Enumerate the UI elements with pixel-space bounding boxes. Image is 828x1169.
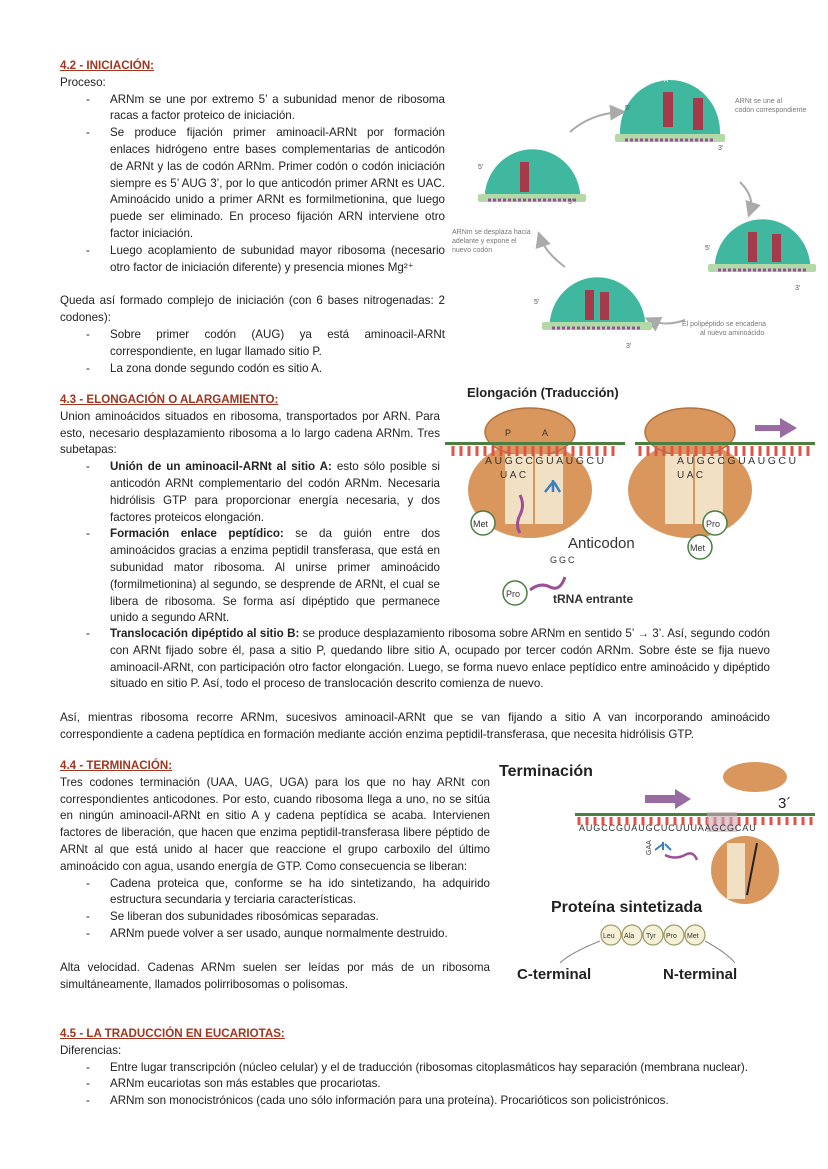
amino-acid-label: Met xyxy=(687,933,699,940)
list-item: - ARNm son monocistrónicos (cada uno sólo información para una proteína). Procarióticos son policistrónicos. xyxy=(60,1093,780,1110)
three-prime-label: 3’ xyxy=(626,343,632,350)
section-4-4 xyxy=(60,758,490,993)
list-item: - La zona donde segundo codón es sitio A. xyxy=(60,361,445,378)
label-mrna-moves: ARNm se desplaza hacia adelante y expone el nuevo codón xyxy=(452,229,531,254)
termination-figure xyxy=(495,755,825,990)
section-4-3 xyxy=(60,392,440,627)
ribosome-left xyxy=(478,149,586,206)
amino-acid-label: Tyr xyxy=(646,933,656,940)
ribosome-bottom xyxy=(534,277,652,350)
elongation-figure xyxy=(445,380,825,610)
bullet-list xyxy=(60,327,445,377)
trna xyxy=(530,577,565,590)
cycle-arrow xyxy=(540,237,565,267)
section-4-3-continued xyxy=(60,626,770,744)
label-polypeptide: El polipéptido se encadena al nuevo aminoácido xyxy=(682,321,767,337)
trna xyxy=(655,842,671,850)
trna xyxy=(665,853,697,860)
list-item xyxy=(60,459,440,526)
direction-arrow xyxy=(645,789,691,809)
anticodon-text: GAA xyxy=(646,840,653,855)
section-title: 4.3 - ELONGACIÓN O ALARGAMIENTO: xyxy=(60,393,279,406)
sites-label: E P A xyxy=(653,78,668,84)
paragraph: Alta velocidad. Cadenas ARNm suelen ser leídas por más de un ribosoma simultáneamente, llamados polirribosomas o polisomas. xyxy=(60,960,490,991)
section-4-2 xyxy=(60,58,445,377)
cycle-arrow xyxy=(740,182,751,212)
direction-arrow xyxy=(755,418,797,438)
ribosome-large-subunit xyxy=(723,762,787,792)
initiation-cycle-figure xyxy=(450,62,820,362)
section-4-5 xyxy=(60,1026,780,1110)
amino-acid-label: Pro xyxy=(506,589,521,599)
amino-acid-label: Met xyxy=(473,519,489,529)
bullet-list xyxy=(60,1060,780,1110)
anticodon-text: UAC xyxy=(500,470,529,481)
list-item-text: se produce desplazamiento ribosoma sobre ARNm en sentido 5’ → 3’. Así, segundo codón con ARNt fijado sobre él, pasa a sitio P, quedando libre sitio A, ocupado por tercer codón ARNm. Sobre éste se fija nuevo aminoacil-ARNt, con participación otro factor elongación. Luego, se forma nuevo enlace peptídico entre aminoácido y dipéptido situado en sitio P. Así, todo el proceso de translocación descrito comienza de nuevo. xyxy=(110,627,770,691)
n-terminal-connector xyxy=(705,941,735,963)
paragraph: Diferencias: xyxy=(60,1043,122,1057)
section-title: 4.2 - INICIACIÓN: xyxy=(60,59,155,72)
list-item: - Entre lugar transcripción (núcleo celular) y el de traducción (ribosomas citoplasmáticos hay separación (membrana nuclear). xyxy=(60,1060,780,1077)
list-item: - ARNm puede volver a ser usado, aunque normalmente destruido. xyxy=(60,926,490,943)
mrna-sequence: AUGCCGUAUGCU xyxy=(677,455,799,467)
bullet-list xyxy=(60,876,490,943)
list-item-bold: Formación enlace peptídico: xyxy=(110,527,284,541)
anticodon-text: UAC xyxy=(677,470,706,481)
figure-title: Elongación (Traducción) xyxy=(467,385,619,400)
list-item-bold: Translocación dipéptido al sitio B: xyxy=(110,627,300,640)
ribosome-right xyxy=(705,219,816,292)
n-terminal-label: N-terminal xyxy=(663,966,738,983)
paragraph: Proceso: xyxy=(60,75,106,89)
three-prime-label: 3’ xyxy=(568,199,574,206)
cycle-arrow xyxy=(570,112,620,132)
amino-acid-label: Pro xyxy=(706,519,721,529)
amino-acid-label: Met xyxy=(690,543,706,553)
amino-acid-label: Ala xyxy=(624,933,635,940)
list-item: - Se produce fijación primer aminoacil-ARNt por formación enlaces hidrógeno entre bases complementarias de anticodón de ARNt y las de codón ARNm. Primer codón o codón iniciación siempre es 5’ AUG 3’, por lo que anticodón primer ARNt es UAC. Aminoácido unido a primer ARNt es formilmetionina, que luego puede ser eliminado. En proceso fijación ARN interviene otro factor iniciación. xyxy=(60,125,445,243)
section-title: 4.5 - LA TRADUCCIÓN EN EUCARIOTAS: xyxy=(60,1027,285,1040)
five-prime-label: 5’ xyxy=(478,164,484,171)
mrna-strand xyxy=(575,813,815,816)
mrna-sequence: AUGCCGUAUGCUCUUUAAGCGCAU xyxy=(579,823,757,833)
cycle-arrow xyxy=(650,320,685,324)
list-item xyxy=(60,626,770,693)
bullet-list xyxy=(60,459,440,627)
mrna-sequence: AUGCCGUAUGCU xyxy=(485,455,607,467)
list-item: - Sobre primer codón (AUG) ya está aminoacil-ARNt correspondiente, en lugar llamado sitio P. xyxy=(60,327,445,361)
label-trna-binds: ARNt se une al codón correspondiente xyxy=(735,98,807,114)
paragraph: Así, mientras ribosoma recorre ARNm, sucesivos aminoacil-ARNt que se van fijando a sitio A van incorporando aminoácido correspondiente a cadena peptídica en formación mediante acción enzima peptidil-transferasa, que necesita hidrólisis GTP. xyxy=(60,711,770,741)
paragraph: Queda así formado complejo de iniciación (con 6 bases nitrogenadas: 2 codones): xyxy=(60,294,445,325)
list-item: - ARNm eucariotas son más estables que procariotas. xyxy=(60,1076,780,1093)
protein-title: Proteína sintetizada xyxy=(551,899,703,916)
mrna-strand xyxy=(445,442,625,445)
amino-acid-label: Leu xyxy=(603,933,615,940)
three-prime-label: 3’ xyxy=(795,285,801,292)
list-item: - ARNm se une por extremo 5’ a subunidad menor de ribosoma racas a factor proteico de iniciación. xyxy=(60,92,445,126)
list-item: - Luego acoplamiento de subunidad mayor ribosoma (necesario otro factor de iniciación diferente) y presencia miones Mg²⁺ xyxy=(60,243,445,277)
bullet-list xyxy=(60,626,770,693)
list-item xyxy=(60,526,440,627)
paragraph: Tres codones terminación (UAA, UAG, UGA) para los que no hay ARNt con correspondientes anticodones. Por esto, cuando ribosoma llega a uno, no se sitúa en ningún aminoacil-ARNt en sitio A y cadena peptídica se acaba. Intervienen factores de liberación, que hacen que enzima peptidil-transferasa libere péptido de ARNt al que está unido al hacer que reaccione el grupo carboxilo del último aminoácido con agua, usando energía de GTP. Como consecuencia se liberan: xyxy=(60,775,490,873)
three-prime-label: 3’ xyxy=(718,145,724,152)
c-terminal-connector xyxy=(560,941,600,963)
mrna-strand xyxy=(635,442,815,445)
c-terminal-label: C-terminal xyxy=(517,966,592,983)
anticodon-label: Anticodon xyxy=(568,535,635,552)
section-title: 4.4 - TERMINACIÓN: xyxy=(60,759,173,772)
five-prime-label: 5’ xyxy=(534,299,540,306)
trna-label: tRNA entrante xyxy=(553,592,634,606)
list-item: - Cadena proteica que, conforme se ha ido sintetizando, ha adquirido estructura secundaria y terciaria características. xyxy=(60,876,490,910)
bullet-list xyxy=(60,92,445,277)
figure-title: Terminación xyxy=(499,763,593,780)
paragraph: Union aminoácidos situados en ribosoma, transportados por ARN. Para esto, necesario desplazamiento ribosoma a lo largo cadena ARNm. Tres subetapas: xyxy=(60,409,440,457)
site-a: A xyxy=(542,428,549,438)
list-item-text: esto sólo posible si anticodón ARNt complementario del codón ARNm. Necesaria hidrólisis GTP para proporcionar energía necesaria, y dos factores proteicos elongación. xyxy=(110,460,441,524)
site-p: P xyxy=(505,428,512,438)
list-item: - Se liberan dos subunidades ribosómicas separadas. xyxy=(60,909,490,926)
five-prime-label: 5’ xyxy=(705,245,711,252)
protein-chain xyxy=(601,925,705,945)
list-item-text: se da guión entre dos aminoácidos gracias a enzima peptidil transferasa, que está en subunidad mator ribosoma. Al unirse primer aminoácido (formilmetionina) al segundo, se desprende de ARNt, el cual se libera de ribosoma. Se forma así dipéptido que permanece unido a segundo ARNt. xyxy=(110,527,440,625)
ribosome-site xyxy=(727,843,745,899)
amino-acid-label: Pro xyxy=(666,933,677,940)
anticodon-text: GGC xyxy=(550,555,577,565)
three-prime-label: 3´ xyxy=(778,795,792,812)
five-prime-label: 5’ xyxy=(625,105,631,112)
list-item-bold: Unión de un aminoacil-ARNt al sitio A: xyxy=(110,460,332,474)
ribosome-top xyxy=(615,78,725,152)
